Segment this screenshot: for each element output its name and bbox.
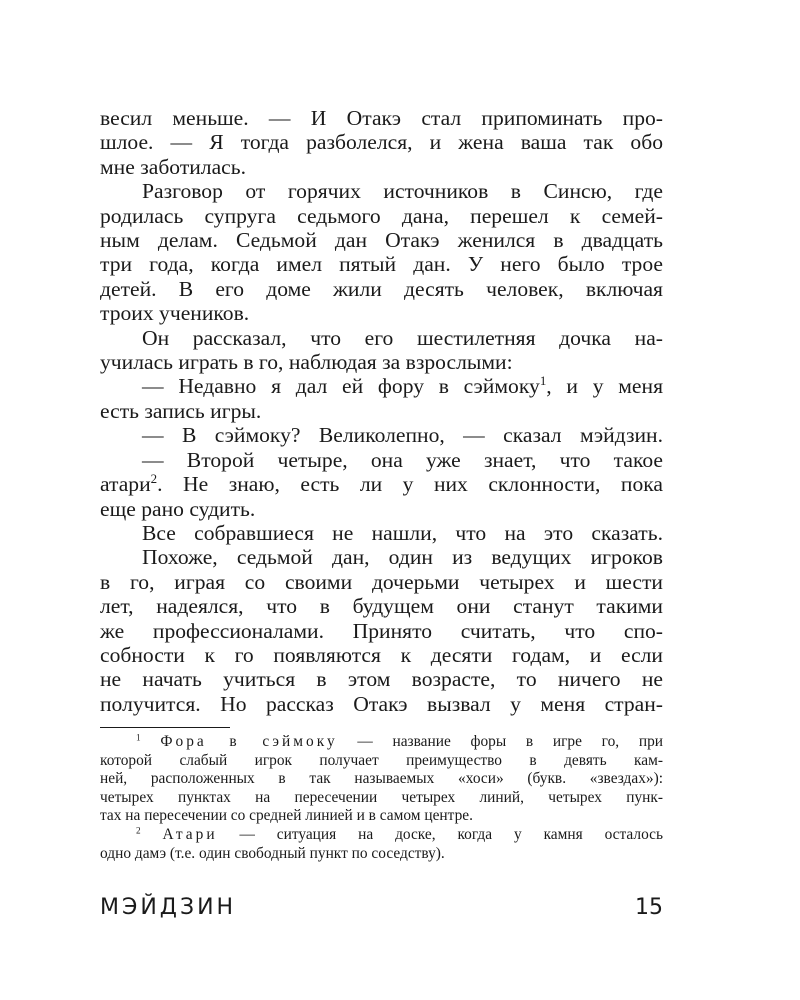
page-number: 15 xyxy=(635,895,663,920)
footnote-mark: 1 xyxy=(136,732,141,743)
footnote-line: тах на пересечении со средней линией и в самом центре. xyxy=(100,807,473,825)
text-line xyxy=(100,472,663,496)
footnote-mark: 2 xyxy=(136,825,141,836)
text-line: Все собравшиеся не нашли, что на это сказать. xyxy=(142,520,663,545)
footnote-text: — название форы в игре го, при xyxy=(337,733,664,750)
text-line: родилась супруга седьмого дана, перешел к семей- xyxy=(100,203,663,228)
text-segment: — Недавно я дал ей фору в сэймоку xyxy=(142,374,540,399)
text-line: еще рано судить. xyxy=(100,496,256,521)
footnote-divider xyxy=(100,727,230,728)
text-line: ным делам. Седьмой дан Отакэ женился в двадцать xyxy=(100,228,663,253)
text-line: лет, надеялся, что в будущем они станут такими xyxy=(100,594,663,619)
text-line: детей. В его доме жили десять человек, включая xyxy=(100,276,663,301)
text-line: училась играть в го, наблюдая за взрослыми: xyxy=(100,350,513,375)
footnote-line xyxy=(100,733,663,752)
footnotes xyxy=(100,733,663,863)
footnote-ref: 2 xyxy=(150,471,158,487)
running-title: МЭЙДЗИН xyxy=(100,895,237,920)
footnote-term: Атари xyxy=(162,825,218,843)
text-line: шлое. — Я тогда разболелся, и жена ваша так обо xyxy=(100,130,663,155)
text-line: весил меньше. — И Отакэ стал припоминать про- xyxy=(100,106,663,130)
footnote-line: одно дамэ (т.е. один свободный пункт по соседству). xyxy=(100,844,445,862)
text-segment: . Не знаю, есть ли у них склонности, пока xyxy=(157,472,663,497)
text-segment: атари xyxy=(100,472,151,497)
text-line: же профессионалами. Принято считать, что спо- xyxy=(100,618,663,643)
text-line: Разговор от горячих источников в Синсю, где xyxy=(142,179,663,204)
text-line: мне заботилась. xyxy=(100,154,247,179)
text-line: в го, играя со своими дочерьми четырех и шести xyxy=(100,569,663,594)
text-line xyxy=(100,374,663,398)
text-line: три года, когда имел пятый дан. У него было трое xyxy=(100,252,663,277)
footnote-line: четырех пунктах на пересечении четырех линий, четырех пунк- xyxy=(100,788,663,806)
text-line: не начать учиться в этом возрасте, то ничего не xyxy=(100,667,663,692)
footnote-term: Фора в сэймоку xyxy=(160,733,338,750)
text-segment: , и у меня xyxy=(546,374,664,399)
text-line: троих учеников. xyxy=(100,301,250,326)
footnote-line: которой слабый игрок получает преимущество в девять кам- xyxy=(100,751,663,769)
body-text xyxy=(100,106,663,716)
text-line: — В сэймоку? Великолепно, — сказал мэйдзин. xyxy=(142,423,663,448)
footnote-text: — ситуация на доске, когда у камня осталось xyxy=(217,825,663,843)
text-line: есть запись игры. xyxy=(100,398,262,423)
text-line: Он рассказал, что его шестилетняя дочка на- xyxy=(142,325,663,350)
text-line: получится. Но рассказ Отакэ вызвал у меня стран- xyxy=(100,691,663,716)
text-line: собности к го появляются к десяти годам, и если xyxy=(100,642,663,667)
footnote-line xyxy=(100,826,663,845)
footnote-ref: 1 xyxy=(539,373,547,389)
text-line: — Второй четыре, она уже знает, что такое xyxy=(142,447,663,472)
text-line: Похоже, седьмой дан, один из ведущих игроков xyxy=(142,545,663,570)
footnote-line: ней, расположенных в так называемых «хоси» (букв. «звездах»): xyxy=(100,770,663,788)
